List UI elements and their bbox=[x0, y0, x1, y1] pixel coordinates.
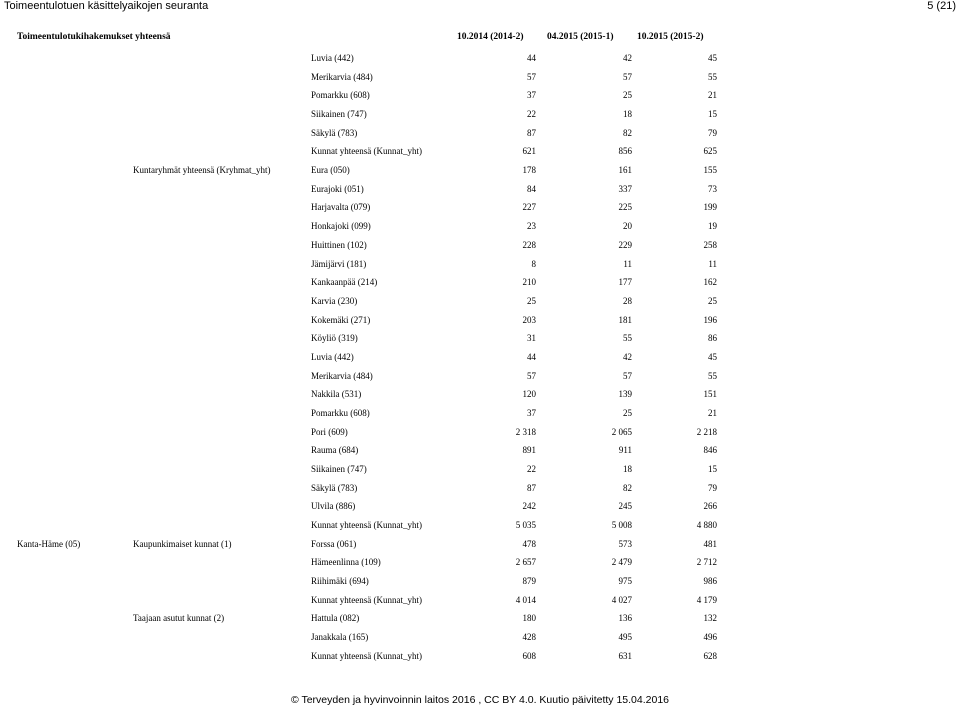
row-group-label: Taajaan asutut kunnat (2) bbox=[133, 613, 225, 624]
row-value-period-3: 15 bbox=[708, 464, 717, 474]
row-value-period-2: 55 bbox=[623, 333, 632, 344]
row-value-period-1: 891 bbox=[522, 445, 536, 456]
row-municipality-label: Hattula (082) bbox=[311, 613, 360, 624]
row-value-period-2: 245 bbox=[618, 501, 632, 512]
row-value-period-1: 4 014 bbox=[515, 594, 536, 605]
table-row bbox=[0, 127, 960, 139]
row-value-period-2: 2 065 bbox=[611, 426, 632, 437]
row-value-period-3: 4 880 bbox=[696, 520, 717, 530]
row-value-period-2: 856 bbox=[618, 146, 632, 157]
row-value-period-1: 44 bbox=[527, 351, 536, 362]
row-value-period-2: 161 bbox=[618, 165, 632, 176]
table-row bbox=[0, 388, 960, 400]
table-row bbox=[0, 631, 960, 643]
table-row bbox=[0, 500, 960, 512]
row-value-period-3: 986 bbox=[703, 576, 717, 586]
row-value-period-1: 203 bbox=[522, 314, 536, 325]
row-value-period-1: 23 bbox=[527, 221, 536, 232]
row-value-period-2: 4 027 bbox=[611, 594, 632, 605]
row-region-label: Kanta-Häme (05) bbox=[17, 538, 81, 549]
row-municipality-label: Säkylä (783) bbox=[311, 482, 358, 493]
row-value-period-3: 625 bbox=[703, 146, 717, 157]
row-value-period-3: 628 bbox=[703, 650, 717, 661]
row-value-period-1: 608 bbox=[522, 650, 536, 661]
row-municipality-label: Jämijärvi (181) bbox=[311, 258, 367, 269]
table-row bbox=[0, 183, 960, 195]
column-header-period-1: 10.2014 (2014-2) bbox=[457, 32, 524, 42]
table-row bbox=[0, 407, 960, 419]
row-value-period-2: 495 bbox=[618, 632, 632, 643]
table-row bbox=[0, 89, 960, 101]
row-value-period-3: 196 bbox=[703, 314, 717, 325]
table-row bbox=[0, 575, 960, 587]
row-value-period-3: 21 bbox=[708, 407, 717, 418]
row-municipality-label: Janakkala (165) bbox=[311, 632, 369, 643]
row-value-period-3: 162 bbox=[703, 277, 717, 288]
row-value-period-2: 20 bbox=[623, 221, 632, 232]
row-value-period-1: 180 bbox=[522, 613, 536, 624]
page-number: 5 (21) bbox=[927, 0, 956, 12]
row-value-period-2: 5 008 bbox=[611, 520, 632, 530]
row-municipality-label: Hämeenlinna (109) bbox=[311, 557, 381, 568]
row-value-period-3: 45 bbox=[708, 53, 717, 63]
row-municipality-label: Kunnat yhteensä (Kunnat_yht) bbox=[311, 650, 422, 661]
row-value-period-3: 86 bbox=[708, 333, 717, 344]
row-value-period-1: 8 bbox=[531, 258, 536, 269]
row-value-period-1: 37 bbox=[527, 407, 536, 418]
row-value-period-2: 631 bbox=[618, 650, 632, 661]
row-value-period-3: 266 bbox=[703, 501, 717, 512]
row-value-period-1: 87 bbox=[527, 482, 536, 493]
row-value-period-3: 79 bbox=[708, 127, 717, 138]
row-municipality-label: Siikainen (747) bbox=[311, 464, 367, 474]
table-row bbox=[0, 519, 960, 531]
table-row bbox=[0, 145, 960, 157]
table-row bbox=[0, 71, 960, 83]
table-row bbox=[0, 482, 960, 494]
row-municipality-label: Karvia (230) bbox=[311, 295, 358, 306]
row-value-period-2: 25 bbox=[623, 407, 632, 418]
row-municipality-label: Luvia (442) bbox=[311, 351, 354, 362]
row-municipality-label: Luvia (442) bbox=[311, 53, 354, 63]
row-value-period-2: 573 bbox=[618, 538, 632, 549]
row-group-label: Kaupunkimaiset kunnat (1) bbox=[133, 538, 232, 549]
row-value-period-1: 2 318 bbox=[515, 426, 536, 437]
row-value-period-2: 11 bbox=[623, 258, 632, 269]
row-value-period-2: 177 bbox=[618, 277, 632, 288]
row-municipality-label: Kunnat yhteensä (Kunnat_yht) bbox=[311, 146, 422, 157]
row-value-period-1: 228 bbox=[522, 239, 536, 250]
page-header bbox=[0, 0, 960, 14]
row-value-period-3: 55 bbox=[708, 71, 717, 82]
table-row bbox=[0, 594, 960, 606]
row-value-period-3: 155 bbox=[703, 165, 717, 176]
row-value-period-3: 199 bbox=[703, 202, 717, 213]
row-value-period-2: 18 bbox=[623, 109, 632, 119]
row-municipality-label: Eura (050) bbox=[311, 165, 350, 176]
row-municipality-label: Honkajoki (099) bbox=[311, 221, 371, 232]
row-value-period-1: 227 bbox=[522, 202, 536, 213]
row-municipality-label: Pori (609) bbox=[311, 426, 348, 437]
row-value-period-3: 73 bbox=[708, 183, 717, 194]
row-value-period-2: 229 bbox=[618, 239, 632, 250]
row-value-period-2: 911 bbox=[618, 445, 632, 456]
row-value-period-1: 22 bbox=[527, 109, 536, 119]
row-municipality-label: Merikarvia (484) bbox=[311, 370, 373, 381]
row-value-period-3: 11 bbox=[708, 258, 717, 269]
table-row bbox=[0, 201, 960, 213]
table-row bbox=[0, 220, 960, 232]
row-group-label: Kuntaryhmät yhteensä (Kryhmat_yht) bbox=[133, 165, 271, 176]
row-municipality-label: Riihimäki (694) bbox=[311, 576, 369, 586]
row-value-period-3: 79 bbox=[708, 482, 717, 493]
row-value-period-1: 31 bbox=[527, 333, 536, 344]
row-value-period-2: 82 bbox=[623, 127, 632, 138]
row-value-period-1: 5 035 bbox=[515, 520, 536, 530]
row-value-period-3: 45 bbox=[708, 351, 717, 362]
row-value-period-2: 225 bbox=[618, 202, 632, 213]
table-row bbox=[0, 370, 960, 382]
row-municipality-label: Kankaanpää (214) bbox=[311, 277, 378, 288]
row-value-period-2: 28 bbox=[623, 295, 632, 306]
row-municipality-label: Merikarvia (484) bbox=[311, 71, 373, 82]
table-row bbox=[0, 351, 960, 363]
row-value-period-1: 44 bbox=[527, 53, 536, 63]
row-value-period-2: 57 bbox=[623, 370, 632, 381]
row-municipality-label: Pomarkku (608) bbox=[311, 407, 370, 418]
row-value-period-2: 25 bbox=[623, 90, 632, 101]
document-title: Toimeentulotuen käsittelyaikojen seuranta bbox=[4, 0, 209, 12]
table-row bbox=[0, 258, 960, 270]
row-value-period-2: 57 bbox=[623, 71, 632, 82]
row-value-period-1: 210 bbox=[522, 277, 536, 288]
table-row bbox=[0, 314, 960, 326]
table-row bbox=[0, 295, 960, 307]
row-value-period-1: 178 bbox=[522, 165, 536, 176]
table-row bbox=[0, 332, 960, 344]
row-value-period-3: 21 bbox=[708, 90, 717, 101]
column-header-period-2: 04.2015 (2015-1) bbox=[547, 32, 614, 42]
table-row bbox=[0, 426, 960, 438]
table-row bbox=[0, 612, 960, 624]
table-row bbox=[0, 108, 960, 120]
table-row bbox=[0, 650, 960, 662]
footer-copyright: © Terveyden ja hyvinvoinnin laitos 2016 , CC BY 4.0. Kuutio päivitetty 15.04.2016 bbox=[291, 694, 669, 706]
table-row bbox=[0, 52, 960, 64]
row-value-period-3: 151 bbox=[703, 389, 717, 400]
row-value-period-2: 42 bbox=[623, 351, 632, 362]
row-value-period-1: 37 bbox=[527, 90, 536, 101]
row-value-period-1: 57 bbox=[527, 370, 536, 381]
row-value-period-1: 621 bbox=[522, 146, 536, 157]
row-value-period-3: 481 bbox=[703, 538, 717, 549]
row-municipality-label: Eurajoki (051) bbox=[311, 183, 364, 194]
row-municipality-label: Köyliö (319) bbox=[311, 333, 358, 344]
row-value-period-3: 2 712 bbox=[696, 557, 717, 568]
row-value-period-2: 181 bbox=[618, 314, 632, 325]
table-row bbox=[0, 276, 960, 288]
row-value-period-2: 42 bbox=[623, 53, 632, 63]
row-value-period-3: 15 bbox=[708, 109, 717, 119]
table-row bbox=[0, 164, 960, 176]
row-municipality-label: Rauma (684) bbox=[311, 445, 359, 456]
table-row bbox=[0, 444, 960, 456]
row-municipality-label: Harjavalta (079) bbox=[311, 202, 371, 213]
row-value-period-3: 55 bbox=[708, 370, 717, 381]
column-header-label: Toimeentulotukihakemukset yhteensä bbox=[17, 32, 171, 42]
row-municipality-label: Pomarkku (608) bbox=[311, 90, 370, 101]
row-value-period-3: 25 bbox=[708, 295, 717, 306]
row-municipality-label: Kunnat yhteensä (Kunnat_yht) bbox=[311, 594, 422, 605]
row-value-period-1: 478 bbox=[522, 538, 536, 549]
row-value-period-3: 2 218 bbox=[696, 426, 717, 437]
row-value-period-1: 57 bbox=[527, 71, 536, 82]
row-municipality-label: Ulvila (886) bbox=[311, 501, 356, 512]
row-value-period-2: 18 bbox=[623, 464, 632, 474]
row-value-period-2: 139 bbox=[618, 389, 632, 400]
row-value-period-2: 975 bbox=[618, 576, 632, 586]
row-value-period-1: 25 bbox=[527, 295, 536, 306]
row-value-period-2: 82 bbox=[623, 482, 632, 493]
row-municipality-label: Siikainen (747) bbox=[311, 109, 367, 119]
row-municipality-label: Kunnat yhteensä (Kunnat_yht) bbox=[311, 520, 422, 530]
row-value-period-3: 258 bbox=[703, 239, 717, 250]
row-value-period-1: 22 bbox=[527, 464, 536, 474]
row-value-period-3: 846 bbox=[703, 445, 717, 456]
row-value-period-2: 337 bbox=[618, 183, 632, 194]
row-value-period-1: 879 bbox=[522, 576, 536, 586]
column-header-period-3: 10.2015 (2015-2) bbox=[637, 32, 704, 42]
row-value-period-3: 132 bbox=[703, 613, 717, 624]
row-value-period-2: 136 bbox=[618, 613, 632, 624]
table-row bbox=[0, 239, 960, 251]
table-row bbox=[0, 463, 960, 475]
table-row bbox=[0, 556, 960, 568]
row-municipality-label: Kokemäki (271) bbox=[311, 314, 371, 325]
row-value-period-1: 87 bbox=[527, 127, 536, 138]
row-municipality-label: Säkylä (783) bbox=[311, 127, 358, 138]
row-municipality-label: Forssa (061) bbox=[311, 538, 357, 549]
table-row bbox=[0, 538, 960, 550]
row-value-period-1: 428 bbox=[522, 632, 536, 643]
row-value-period-3: 496 bbox=[703, 632, 717, 643]
row-value-period-1: 84 bbox=[527, 183, 536, 194]
row-value-period-1: 120 bbox=[522, 389, 536, 400]
row-value-period-3: 4 179 bbox=[696, 594, 717, 605]
row-municipality-label: Nakkila (531) bbox=[311, 389, 362, 400]
row-value-period-1: 2 657 bbox=[515, 557, 536, 568]
row-value-period-3: 19 bbox=[708, 221, 717, 232]
row-value-period-2: 2 479 bbox=[611, 557, 632, 568]
row-value-period-1: 242 bbox=[522, 501, 536, 512]
row-municipality-label: Huittinen (102) bbox=[311, 239, 367, 250]
